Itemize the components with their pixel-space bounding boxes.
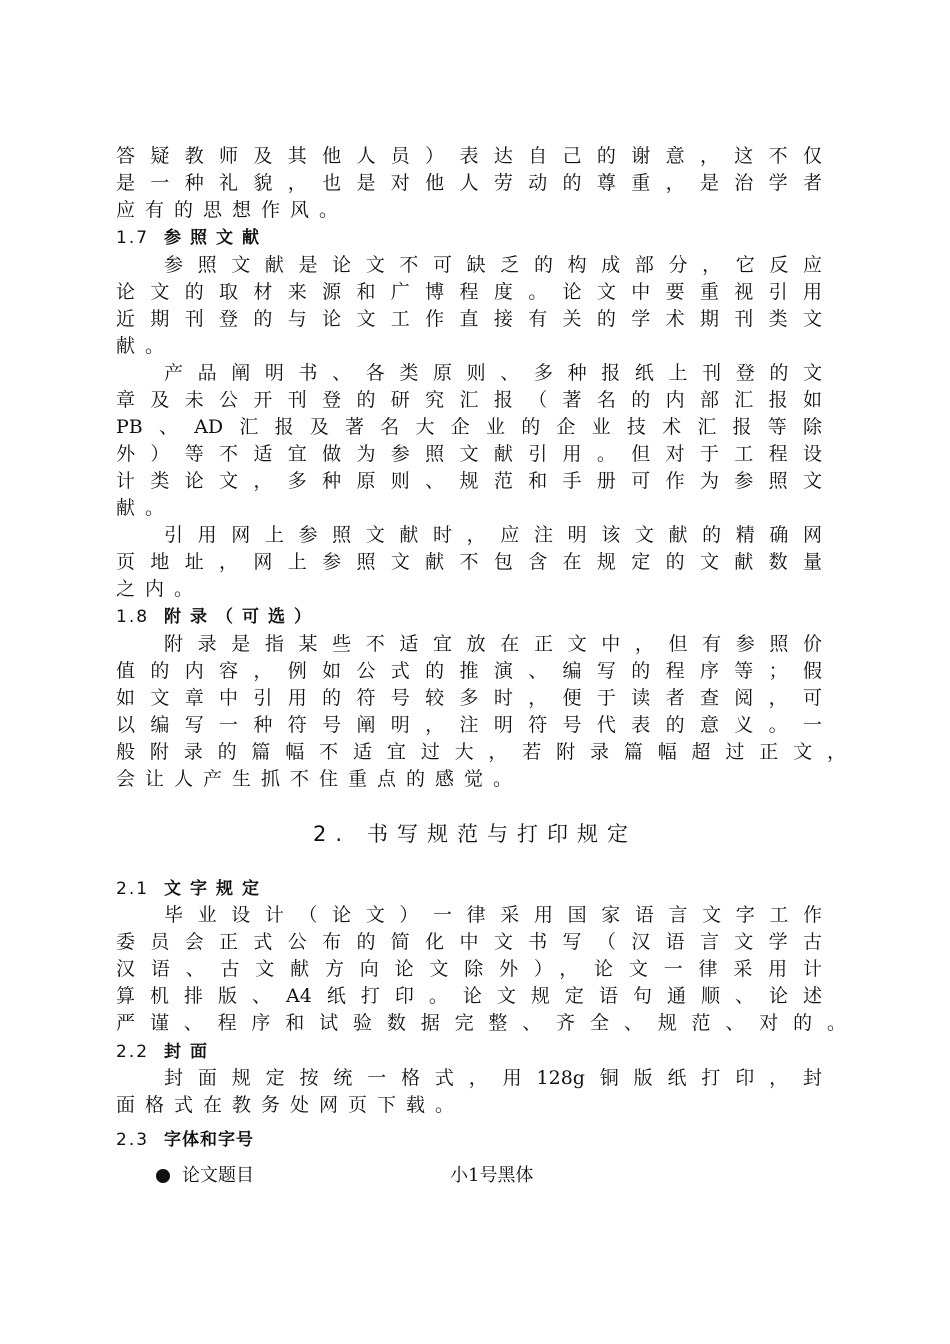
section-number: 1.7	[116, 228, 150, 248]
chapter-title-text: 书写规范与打印规定	[367, 822, 638, 846]
paragraph-line: 献。	[116, 335, 175, 357]
paragraph-line: 值的内容，例如公式的推演、编写的程序等；假	[116, 660, 822, 682]
bullet-icon	[156, 1169, 170, 1183]
chapter-title	[0, 819, 950, 849]
paragraph-line: 附录是指某些不适宜放在正文中，但有参照价	[164, 633, 822, 655]
paragraph-line: 是一种礼貌，也是对他人劳动的尊重，是治学者	[116, 172, 822, 194]
section-number: 2.2	[116, 1042, 150, 1062]
section-heading-2-1	[116, 877, 268, 901]
section-title: 文字规定	[164, 879, 268, 899]
section-number: 2.3	[116, 1130, 150, 1150]
paragraph-line: 会让人产生抓不住重点的感觉。	[116, 768, 523, 790]
paragraph-line: 答疑教师及其他人员）表达自己的谢意，这不仅	[116, 145, 822, 167]
paragraph-line: 毕业设计（论文）一律采用国家语言文字工作	[164, 904, 822, 926]
paragraph-line: 封面规定按统一格式，用128g铜版纸打印，封	[164, 1067, 822, 1089]
section-heading-1-7	[116, 226, 268, 250]
section-heading-1-8	[116, 605, 320, 629]
paragraph-line: 参照文献是论文不可缺乏的构成部分，它反应	[164, 254, 822, 276]
paragraph-line: 以编写一种符号阐明，注明符号代表的意义。一	[116, 714, 822, 736]
font-item-value: 小1号黑体	[450, 1165, 534, 1186]
font-item-label: 论文题目	[182, 1165, 254, 1186]
section-number: 1.8	[116, 607, 150, 627]
chapter-number: 2.	[312, 822, 352, 846]
paragraph-line: 近期刊登的与论文工作直接有关的学术期刊类文	[116, 308, 822, 330]
paragraph-line: 委员会正式公布的简化中文书写（汉语言文学古	[116, 931, 822, 953]
paragraph-line: 产品阐明书、各类原则、多种报纸上刊登的文	[164, 362, 822, 384]
paragraph-line: 般附录的篇幅不适宜过大，若附录篇幅超过正文，	[116, 741, 846, 763]
section-title: 封面	[164, 1042, 216, 1062]
section-heading-2-2	[116, 1040, 216, 1064]
section-heading-2-3	[116, 1128, 254, 1152]
section-number: 2.1	[116, 879, 150, 899]
paragraph-line: 算机排版、A4纸打印。论文规定语句通顺、论述	[116, 985, 822, 1007]
paragraph-line: 论文的取材来源和广博程度。论文中要重视引用	[116, 281, 822, 303]
paragraph-line: 计类论文，多种原则、规范和手册可作为参照文	[116, 470, 822, 492]
paragraph-line: 严谨、程序和试验数据完整、齐全、规范、对的。	[116, 1012, 846, 1034]
paragraph-line: 汉语、古文献方向论文除外），论文一律采用计	[116, 958, 822, 980]
paragraph-line: 页地址，网上参照文献不包含在规定的文献数量	[116, 551, 822, 573]
section-title: 附录（可选）	[164, 607, 320, 627]
paragraph-line: 应有的思想作风。	[116, 199, 349, 221]
section-title: 参照文献	[164, 228, 268, 248]
paragraph-line: 献。	[116, 497, 175, 519]
section-title: 字体和字号	[164, 1130, 254, 1150]
list-item	[156, 1162, 656, 1190]
paragraph-line: 外）等不适宜做为参照文献引用。但对于工程设	[116, 443, 822, 465]
paragraph-line: 之内。	[116, 578, 204, 600]
paragraph-line: 章及未公开刊登的研究汇报（著名的内部汇报如	[116, 389, 822, 411]
paragraph-line: PB、AD汇报及著名大企业的企业技术汇报等除	[116, 416, 822, 438]
paragraph-line: 面格式在教务处网页下载。	[116, 1094, 465, 1116]
paragraph-line: 如文章中引用的符号较多时，便于读者查阅，可	[116, 687, 822, 709]
paragraph-line: 引用网上参照文献时，应注明该文献的精确网	[164, 524, 822, 546]
